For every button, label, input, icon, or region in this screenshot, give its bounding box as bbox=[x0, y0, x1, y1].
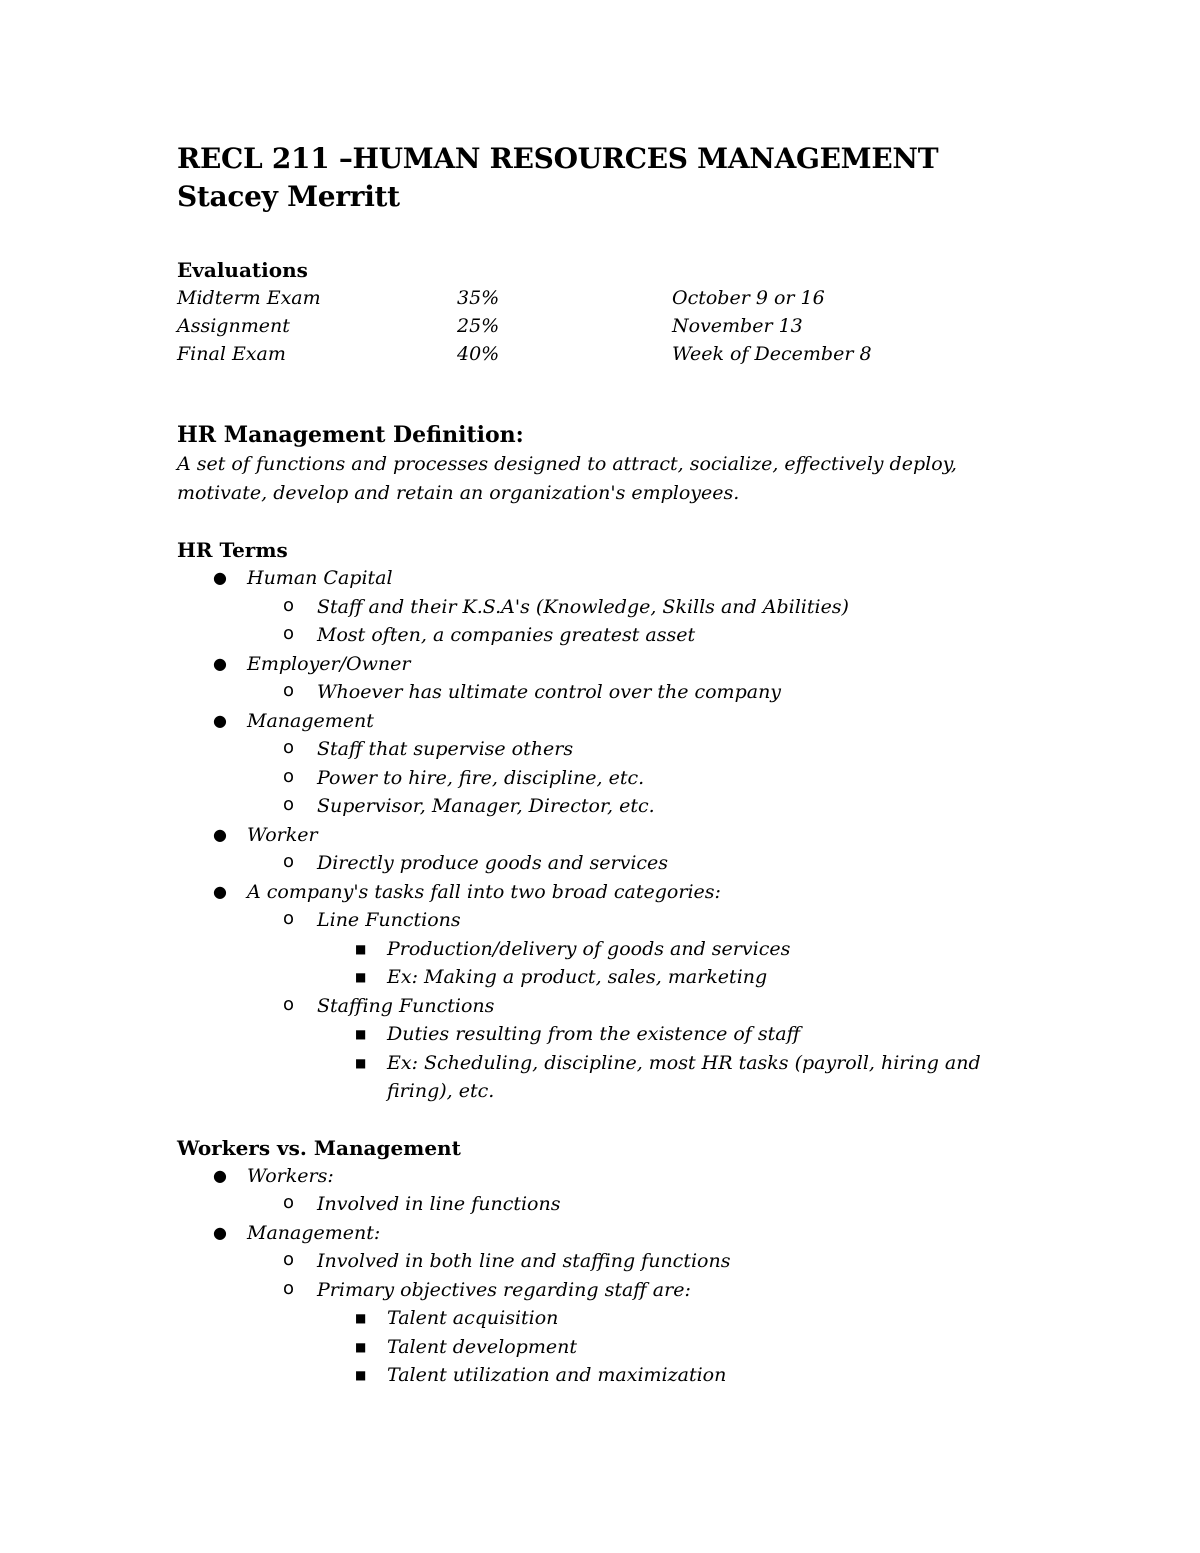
bullet-circle-icon: o bbox=[283, 993, 295, 1015]
list-item-label: Production/delivery of goods and services bbox=[387, 937, 791, 960]
hr-terms-heading: HR Terms bbox=[177, 538, 288, 562]
list-item bbox=[247, 1276, 1037, 1390]
bullet-circle-icon: o bbox=[283, 594, 295, 616]
table-row bbox=[177, 340, 872, 368]
evaluations-section bbox=[177, 256, 1037, 368]
definition-heading: HR Management Definition: bbox=[177, 422, 524, 448]
list-item bbox=[317, 1304, 1037, 1333]
bullet-circle-icon: o bbox=[283, 794, 295, 815]
list-item bbox=[177, 1219, 1037, 1390]
hr-terms-section bbox=[177, 536, 1037, 1106]
list-item bbox=[177, 564, 1037, 650]
list-item-label: Workers: bbox=[247, 1164, 334, 1187]
list-item-label: Most often, a companies greatest asset bbox=[317, 624, 696, 646]
list-item-label: Primary objectives regarding staff are: bbox=[317, 1278, 691, 1301]
eval-date: November 13 bbox=[672, 315, 803, 337]
list-item-label: Ex: Making a product, sales, marketing bbox=[387, 966, 768, 988]
sub-list bbox=[247, 849, 1037, 878]
sub-list bbox=[247, 1247, 1037, 1390]
list-item bbox=[247, 849, 1037, 878]
eval-item: Final Exam bbox=[177, 343, 286, 365]
definition-section bbox=[177, 420, 1037, 508]
bullet-circle-icon: o bbox=[283, 1277, 295, 1299]
workers-vs-management-list bbox=[177, 1162, 1037, 1390]
list-item-label: Management bbox=[247, 709, 374, 732]
list-item bbox=[247, 593, 1037, 622]
sub-list bbox=[247, 735, 1037, 821]
table-row bbox=[177, 312, 872, 340]
list-item-label: Talent acquisition bbox=[387, 1307, 559, 1329]
sub-list bbox=[247, 1190, 1037, 1219]
list-item bbox=[177, 650, 1037, 707]
bullet-disc-icon: ● bbox=[213, 881, 227, 901]
eval-item: Assignment bbox=[177, 315, 290, 337]
list-item bbox=[247, 992, 1037, 1106]
eval-weight: 25% bbox=[457, 315, 500, 337]
eval-weight: 35% bbox=[457, 287, 500, 309]
sub-list bbox=[247, 593, 1037, 650]
list-item-label: Duties resulting from the existence of staff bbox=[387, 1023, 801, 1045]
list-item bbox=[177, 1162, 1037, 1219]
list-item bbox=[247, 621, 1037, 650]
bullet-circle-icon: o bbox=[283, 851, 295, 872]
list-item bbox=[247, 735, 1037, 764]
bullet-circle-icon: o bbox=[283, 1192, 295, 1213]
list-item-label: Directly produce goods and services bbox=[317, 852, 669, 874]
bullet-disc-icon: ● bbox=[213, 1165, 227, 1185]
list-item bbox=[317, 1020, 1037, 1049]
eval-date: October 9 or 16 bbox=[672, 287, 825, 309]
sub-sub-list bbox=[317, 935, 1037, 992]
list-item bbox=[177, 707, 1037, 821]
list-item bbox=[247, 792, 1037, 821]
course-title: RECL 211 –HUMAN RESOURCES MANAGEMENT bbox=[177, 142, 939, 175]
list-item-label: Involved in both line and staffing functions bbox=[317, 1250, 731, 1272]
bullet-disc-icon: ● bbox=[213, 1222, 227, 1242]
list-item-label: Staffing Functions bbox=[317, 994, 495, 1017]
bullet-circle-icon: o bbox=[283, 623, 295, 644]
document-page bbox=[177, 140, 1037, 1390]
bullet-square-icon: ■ bbox=[355, 941, 367, 956]
list-item bbox=[247, 764, 1037, 793]
list-item-label: Employer/Owner bbox=[247, 652, 411, 675]
eval-weight: 40% bbox=[457, 343, 500, 365]
bullet-square-icon: ■ bbox=[355, 970, 367, 984]
list-item-label: Talent utilization and maximization bbox=[387, 1364, 727, 1386]
list-item bbox=[177, 821, 1037, 878]
bullet-square-icon: ■ bbox=[355, 1339, 367, 1354]
bullet-square-icon: ■ bbox=[355, 1311, 367, 1325]
list-item bbox=[317, 935, 1037, 964]
list-item bbox=[317, 1049, 1037, 1106]
sub-list bbox=[247, 678, 1037, 707]
definition-text: A set of functions and processes designed to attract, socialize, effectively deploy, motivate, develop and retain an organization's employees. bbox=[177, 453, 957, 504]
hr-terms-list bbox=[177, 564, 1037, 1106]
list-item bbox=[317, 1333, 1037, 1362]
bullet-circle-icon: o bbox=[283, 908, 295, 929]
bullet-circle-icon: o bbox=[283, 680, 295, 701]
bullet-circle-icon: o bbox=[283, 737, 295, 758]
list-item-label: Human Capital bbox=[247, 567, 393, 589]
list-item-label: Worker bbox=[247, 823, 318, 846]
list-item-label: Management: bbox=[247, 1221, 381, 1244]
list-item-label: A company's tasks fall into two broad categories: bbox=[247, 880, 721, 903]
bullet-disc-icon: ● bbox=[213, 653, 227, 673]
sub-sub-list bbox=[317, 1020, 1037, 1106]
list-item bbox=[247, 906, 1037, 992]
list-item-label: Staff that supervise others bbox=[317, 738, 574, 760]
evaluations-table bbox=[177, 284, 872, 368]
bullet-disc-icon: ● bbox=[213, 710, 227, 730]
instructor-name: Stacey Merritt bbox=[177, 180, 400, 213]
bullet-square-icon: ■ bbox=[355, 1055, 367, 1070]
evaluations-heading: Evaluations bbox=[177, 258, 308, 282]
bullet-disc-icon: ● bbox=[213, 568, 227, 587]
eval-date: Week of December 8 bbox=[672, 343, 872, 365]
list-item-label: Whoever has ultimate control over the company bbox=[317, 681, 782, 703]
list-item bbox=[247, 1190, 1037, 1219]
bullet-circle-icon: o bbox=[283, 1249, 295, 1270]
list-item-label: Talent development bbox=[387, 1335, 577, 1358]
list-item-label: Power to hire, fire, discipline, etc. bbox=[317, 766, 645, 789]
table-row bbox=[177, 284, 872, 312]
bullet-square-icon: ■ bbox=[355, 1027, 367, 1041]
list-item-label: Line Functions bbox=[317, 909, 461, 931]
list-item-label: Involved in line functions bbox=[317, 1193, 561, 1215]
list-item-label: Ex: Scheduling, discipline, most HR tasks (payroll, hiring and firing), etc. bbox=[387, 1051, 981, 1102]
list-item bbox=[317, 1361, 1037, 1390]
list-item bbox=[247, 1247, 1037, 1276]
list-item bbox=[247, 678, 1037, 707]
sub-sub-list bbox=[317, 1304, 1037, 1390]
eval-item: Midterm Exam bbox=[177, 287, 321, 309]
bullet-disc-icon: ● bbox=[213, 824, 227, 844]
bullet-square-icon: ■ bbox=[355, 1368, 367, 1382]
workers-vs-management-heading: Workers vs. Management bbox=[177, 1135, 461, 1160]
list-item-label: Supervisor, Manager, Director, etc. bbox=[317, 795, 655, 817]
list-item-label: Staff and their K.S.A's (Knowledge, Skills and Abilities) bbox=[317, 595, 849, 618]
workers-vs-management-section bbox=[177, 1134, 1037, 1390]
bullet-circle-icon: o bbox=[283, 765, 295, 787]
list-item bbox=[177, 878, 1037, 1106]
list-item bbox=[317, 963, 1037, 992]
sub-list bbox=[247, 906, 1037, 1106]
